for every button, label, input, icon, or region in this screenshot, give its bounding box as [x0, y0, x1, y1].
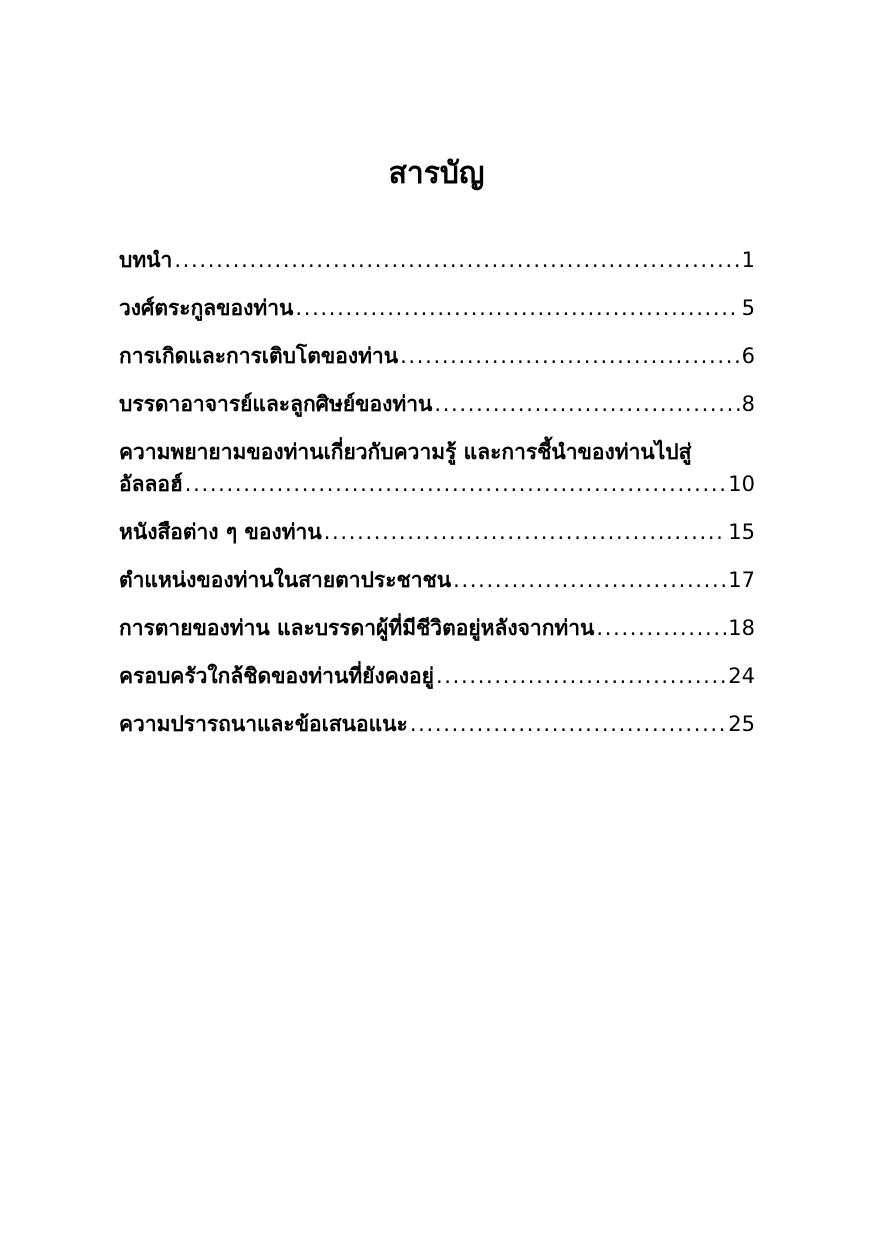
toc-entry[interactable] — [119, 660, 755, 692]
dot-leader — [295, 292, 739, 324]
toc-entry-page: 25 — [728, 712, 755, 736]
toc-entry[interactable] — [119, 708, 755, 740]
page-title: สารบัญ — [388, 156, 485, 191]
toc-entry-label-line2: อัลลอฮ์ — [119, 472, 183, 496]
toc-entry[interactable] — [119, 388, 755, 420]
toc-entry-label: การเกิดและการเติบโตของท่าน — [119, 344, 399, 368]
toc-entry-page: 8 — [741, 392, 755, 416]
toc-entry-label: ตำแหน่งของท่านในสายตาประชาชน — [119, 568, 452, 592]
toc-entry-page: 5 — [741, 296, 755, 320]
dot-leader — [185, 468, 726, 500]
toc-entry[interactable] — [119, 292, 755, 324]
toc-entry[interactable] — [119, 436, 755, 500]
toc-entry-label: บทนำ — [119, 248, 173, 272]
toc-entry-label: วงศ์ตระกูลของท่าน — [119, 296, 294, 320]
toc-entry[interactable] — [119, 244, 755, 276]
dot-leader — [324, 516, 727, 548]
toc-entry-label: การตายของท่าน และบรรดาผู้ที่มีชีวิตอยู่หลังจากท่าน — [119, 616, 595, 640]
dot-leader — [434, 388, 739, 420]
dot-leader — [400, 340, 740, 372]
dot-leader — [453, 564, 726, 596]
toc-entry-label: หนังสือต่าง ๆ ของท่าน — [119, 520, 322, 544]
toc-entry[interactable] — [119, 564, 755, 596]
toc-entry-page: 17 — [728, 568, 755, 592]
toc-entry-page: 15 — [728, 520, 755, 544]
toc-entry-page: 6 — [741, 344, 755, 368]
toc-entry-page: 1 — [741, 248, 755, 272]
table-of-contents — [119, 244, 755, 756]
toc-entry[interactable] — [119, 612, 755, 644]
toc-entry-label-line1: ความพยายามของท่านเกี่ยวกับความรู้ และการชี้นำของท่านไปสู่ — [119, 440, 692, 464]
toc-entry-page: 18 — [728, 616, 755, 640]
toc-entry-page: 10 — [728, 472, 755, 496]
toc-entry-label: บรรดาอาจารย์และลูกศิษย์ของท่าน — [119, 392, 433, 416]
toc-entry-page: 24 — [728, 664, 755, 688]
dot-leader — [410, 708, 726, 740]
dot-leader — [596, 612, 726, 644]
toc-entry-label: ครอบครัวใกล้ชิดของท่านที่ยังคงอยู่ — [119, 664, 434, 688]
dot-leader — [174, 244, 739, 276]
toc-entry[interactable] — [119, 340, 755, 372]
toc-entry[interactable] — [119, 516, 755, 548]
dot-leader — [436, 660, 726, 692]
toc-entry-label: ความปรารถนาและข้อเสนอแนะ — [119, 712, 408, 736]
